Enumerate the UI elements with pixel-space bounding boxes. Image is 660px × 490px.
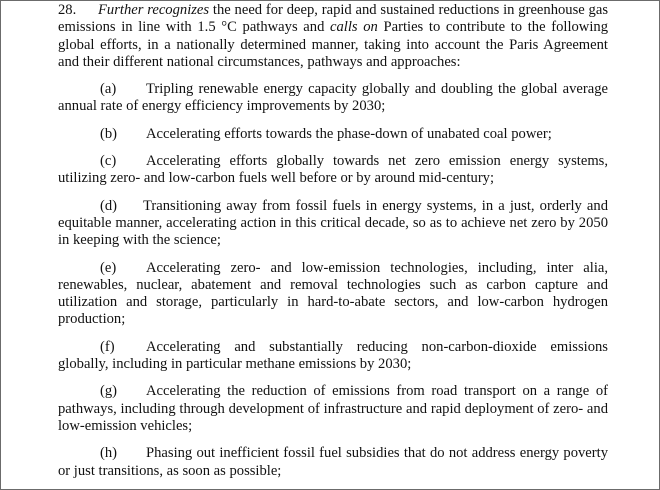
subparagraph-text: Phasing out inefficient fossil fuel subsidies that do not address energy poverty or just transitions, as soon as possible; [58, 445, 608, 479]
subparagraph-label: (b) [100, 125, 118, 142]
paragraph-text: Parties to contribute to the following global efforts, in a nationally determined manner, taking into account the Paris Agreement and their different national circumstances, pathways and approaches: [58, 19, 608, 70]
document-page [58, 2, 608, 490]
subparagraph-d [58, 198, 608, 250]
subparagraph-text: Accelerating efforts towards the phase-down of unabated coal power; [146, 125, 552, 142]
subparagraph-label: (c) [100, 153, 117, 170]
subparagraph-b [58, 126, 608, 143]
paragraph-emphasis-calls-on: calls on [330, 19, 378, 36]
subparagraph-label: (e) [100, 259, 117, 276]
subparagraph-text: Tripling renewable energy capacity globally and doubling the global average annual rate of energy efficiency improvements by 2030; [58, 81, 608, 115]
subparagraph-label: (d) [100, 197, 118, 214]
paragraph-28 [58, 2, 608, 71]
paragraph-number: 28. [58, 2, 77, 18]
subparagraph-label: (h) [100, 445, 118, 462]
subparagraph-h [58, 445, 608, 480]
paragraph-emphasis-further-recognizes: Further recognizes [98, 2, 210, 18]
subparagraph-text: Transitioning away from fossil fuels in energy systems, in a just, orderly and equitable manner, accelerating action in this critical decade, so as to achieve net zero by 2050 in keeping with the science; [58, 197, 608, 249]
subparagraph-text: Accelerating zero- and low-emission technologies, including, inter alia, renewables, nuclear, abatement and removal technologies such as carbon capture and utilization and storage, particularly in hard-to-abate sectors, and low-carbon hydrogen production; [58, 259, 608, 328]
subparagraph-g [58, 383, 608, 435]
paragraph-text: the need for deep, rapid and sustained reductions in greenhouse gas emissions in line with 1.5 °C pathways and [58, 2, 609, 36]
subparagraph-label: (f) [100, 338, 115, 355]
subparagraph-label: (g) [100, 383, 118, 400]
subparagraph-c [58, 153, 608, 188]
subparagraph-label: (a) [100, 81, 117, 98]
subparagraph-a [58, 81, 608, 116]
subparagraph-text: Accelerating efforts globally towards net zero emission energy systems, utilizing zero- and low-carbon fuels well before or by around mid-century; [58, 153, 608, 187]
subparagraph-f [58, 339, 608, 374]
subparagraph-e [58, 260, 608, 329]
subparagraph-text: Accelerating the reduction of emissions from road transport on a range of pathways, including through development of infrastructure and rapid deployment of zero- and low-emission vehicles; [58, 383, 608, 434]
subparagraph-text: Accelerating and substantially reducing non-carbon-dioxide emissions globally, including in particular methane emissions by 2030; [58, 338, 608, 373]
